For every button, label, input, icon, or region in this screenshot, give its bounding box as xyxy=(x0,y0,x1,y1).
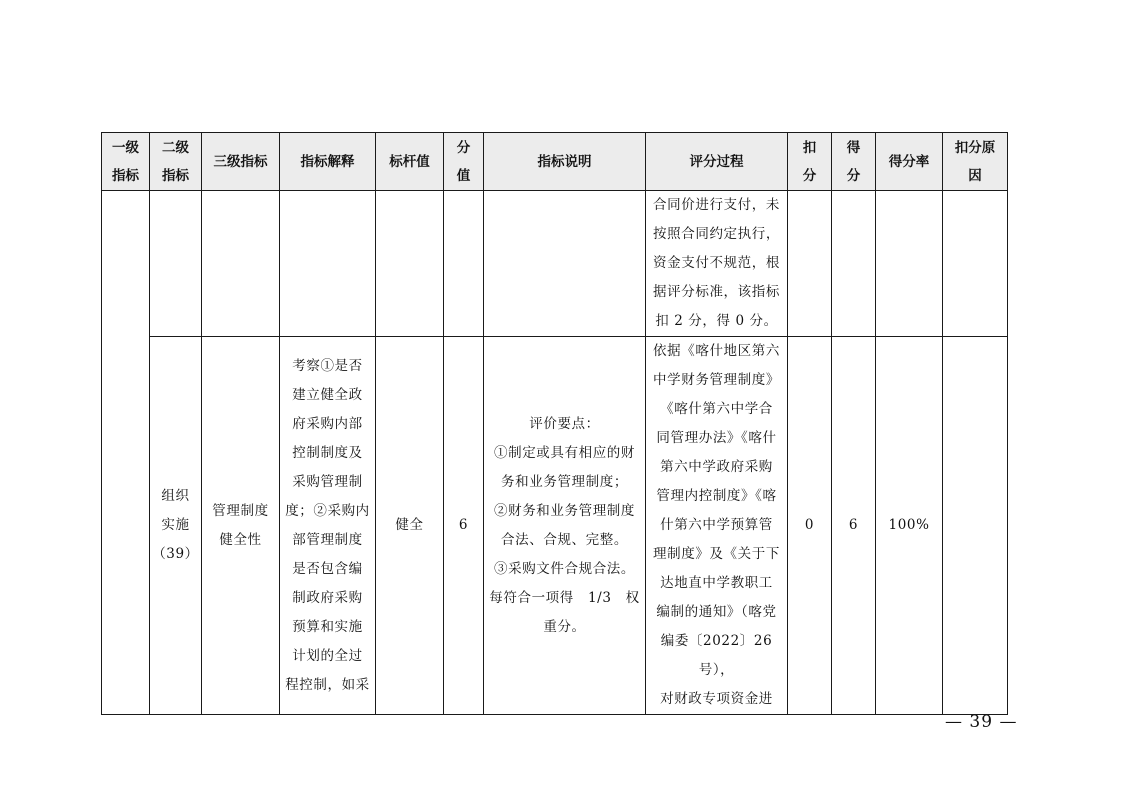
cell-level3: 管理制度 健全性 xyxy=(202,337,280,715)
header-level2: 二级 指标 xyxy=(150,133,202,191)
header-process: 评分过程 xyxy=(646,133,788,191)
header-score: 分 值 xyxy=(444,133,484,191)
cell-benchmark xyxy=(376,191,444,337)
header-got: 得 分 xyxy=(832,133,876,191)
cell-process: 合同价进行支付，未 按照合同约定执行， 资金支付不规范，根 据评分标准，该指标 扣 2 分，得 0 分。 xyxy=(646,191,788,337)
header-reason: 扣分原 因 xyxy=(943,133,1008,191)
header-benchmark: 标杆值 xyxy=(376,133,444,191)
cell-got: 6 xyxy=(832,337,876,715)
cell-process: 依据《喀什地区第六 中学财务管理制度》 《喀什第六中学合 同管理办法》《喀什 第六中学政府采购 管理内控制度》《喀 什第六中学预算管 理制度》及《关于下 达地直中学教职工 编制的通知》（喀党 编委〔2022〕26 号）， 对财政专项资金进 xyxy=(646,337,788,715)
table-row xyxy=(102,337,1008,715)
page-number: — 39 — xyxy=(945,712,1018,732)
cell-note xyxy=(484,191,646,337)
cell-rate: 100% xyxy=(876,337,943,715)
cell-score xyxy=(444,191,484,337)
cell-note: 评价要点： ①制定或具有相应的财 务和业务管理制度； ②财务和业务管理制度 合法、合规、完整。 ③采购文件合规合法。 每符合一项得 1/3 权 重分。 xyxy=(484,337,646,715)
cell-explain xyxy=(280,191,376,337)
cell-reason xyxy=(943,191,1008,337)
cell-rate xyxy=(876,191,943,337)
header-note: 指标说明 xyxy=(484,133,646,191)
cell-benchmark: 健全 xyxy=(376,337,444,715)
cell-level2: 组织 实施 （39） xyxy=(150,337,202,715)
header-level1: 一级 指标 xyxy=(102,133,150,191)
cell-deduct xyxy=(788,191,832,337)
table-header-row xyxy=(102,133,1008,191)
cell-level3 xyxy=(202,191,280,337)
header-rate: 得分率 xyxy=(876,133,943,191)
cell-reason xyxy=(943,337,1008,715)
cell-explain: 考察①是否 建立健全政 府采购内部 控制制度及 采购管理制 度；②采购内 部管理制度 是否包含编 制政府采购 预算和实施 计划的全过 程控制，如采 xyxy=(280,337,376,715)
header-deduct: 扣 分 xyxy=(788,133,832,191)
table-row xyxy=(102,191,1008,337)
cell-level1 xyxy=(102,191,150,715)
cell-deduct: 0 xyxy=(788,337,832,715)
evaluation-table xyxy=(101,132,1008,715)
cell-got xyxy=(832,191,876,337)
cell-level2 xyxy=(150,191,202,337)
header-explain: 指标解释 xyxy=(280,133,376,191)
header-level3: 三级指标 xyxy=(202,133,280,191)
cell-score: 6 xyxy=(444,337,484,715)
